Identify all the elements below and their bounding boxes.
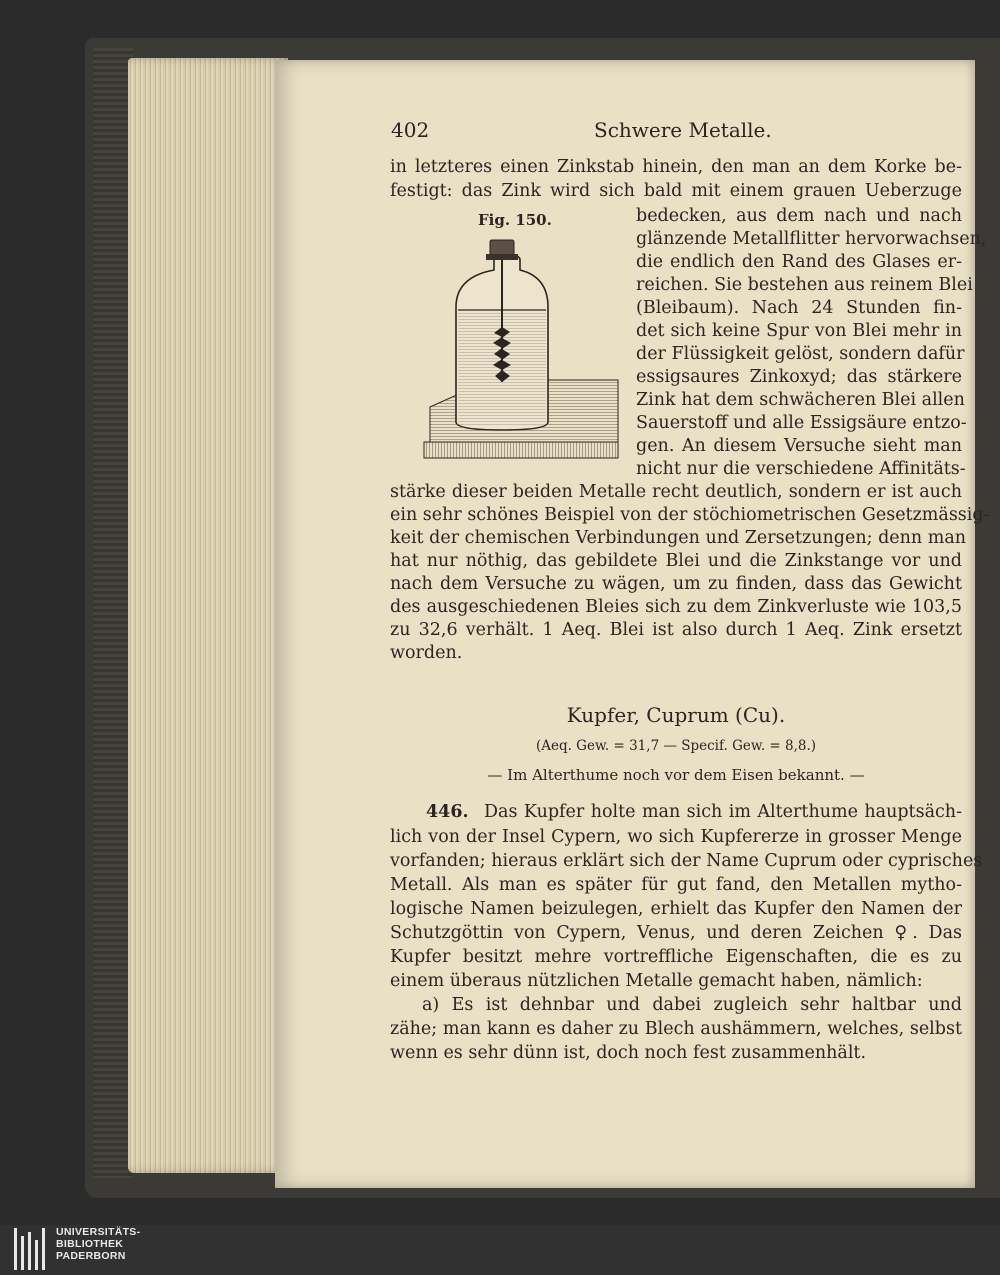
- text-line: der Flüssigkeit gelöst, sondern dafür: [636, 344, 965, 364]
- text-line: Das Kupfer holte man sich im Alterthume hauptsäch-: [484, 802, 962, 822]
- text-line: bedecken, aus dem nach und nach: [636, 206, 962, 226]
- text-line: det sich keine Spur von Blei mehr in: [636, 321, 962, 341]
- text-line: essigsaures Zinkoxyd; das stärkere: [636, 367, 962, 387]
- text-line: (Bleibaum). Nach 24 Stunden fin-: [636, 298, 962, 318]
- text-line: Schutzgöttin von Cypern, Venus, und deren Zeichen ♀. Das: [390, 923, 962, 943]
- text-line: hat nur nöthig, das gebildete Blei und die Zinkstange vor und: [390, 551, 962, 571]
- paragraph-number: 446.: [426, 802, 469, 822]
- text-line: zu 32,6 verhält. 1 Aeq. Blei ist also durch 1 Aeq. Zink ersetzt: [390, 620, 962, 640]
- text-line: die endlich den Rand des Glases er-: [636, 252, 962, 272]
- text-line: zähe; man kann es daher zu Blech aushämmern, welches, selbst: [390, 1019, 962, 1039]
- library-name-line: UNIVERSITÄTS-: [56, 1226, 141, 1238]
- text-line: Zink hat dem schwächeren Blei allen: [636, 390, 965, 410]
- text-line: lich von der Insel Cypern, wo sich Kupfererze in grosser Menge: [390, 827, 962, 847]
- figure-label: Fig. 150.: [478, 211, 552, 229]
- text-line: Sauerstoff und alle Essigsäure entzo-: [636, 413, 967, 433]
- text-line: Metall. Als man es später für gut fand, den Metallen mytho-: [390, 875, 962, 895]
- page-edges: [128, 58, 288, 1173]
- running-title: Schwere Metalle.: [594, 118, 772, 142]
- page-number: 402: [391, 118, 430, 142]
- text-line: nicht nur die verschiedene Affinitäts-: [636, 459, 966, 479]
- library-logo-icon: [12, 1228, 50, 1270]
- text-line: einem überaus nützlichen Metalle gemacht haben, nämlich:: [390, 971, 923, 991]
- text-line: des ausgeschiedenen Bleies sich zu dem Zinkverluste wie 103,5: [390, 597, 962, 617]
- text-line: logische Namen beizulegen, erhielt das Kupfer den Namen der: [390, 899, 962, 919]
- library-footer-bar: [0, 1225, 1000, 1275]
- text-line: glänzende Metallflitter hervorwachsen,: [636, 229, 987, 249]
- text-line: keit der chemischen Verbindungen und Zersetzungen; denn man: [390, 528, 967, 548]
- bottle-illustration-figure: [420, 232, 620, 464]
- section-weights: (Aeq. Gew. = 31,7 — Specif. Gew. = 8,8.): [535, 738, 817, 754]
- text-line: festigt: das Zink wird sich bald mit einem grauen Ueberzuge: [390, 181, 962, 201]
- library-name-line: PADERBORN: [56, 1250, 126, 1262]
- text-line: a) Es ist dehnbar und dabei zugleich sehr haltbar und: [422, 995, 962, 1015]
- text-line: reichen. Sie bestehen aus reinem Blei: [636, 275, 973, 295]
- text-line: worden.: [390, 643, 463, 663]
- text-line: wenn es sehr dünn ist, doch noch fest zusammenhält.: [390, 1043, 867, 1063]
- text-line: ein sehr schönes Beispiel von der stöchiometrischen Gesetzmässig-: [390, 505, 990, 525]
- library-name-line: BIBLIOTHEK: [56, 1238, 124, 1250]
- text-line: nach dem Versuche zu wägen, um zu finden, dass das Gewicht: [390, 574, 962, 594]
- text-line: stärke dieser beiden Metalle recht deutlich, sondern er ist auch: [390, 482, 962, 502]
- section-heading: Kupfer, Cuprum (Cu).: [566, 703, 786, 727]
- text-line: Kupfer besitzt mehre vortreffliche Eigenschaften, die es zu: [390, 947, 962, 967]
- section-note: — Im Alterthume noch vor dem Eisen bekannt. —: [487, 766, 865, 784]
- text-line: in letzteres einen Zinkstab hinein, den man an dem Korke be-: [390, 157, 962, 177]
- text-line: gen. An diesem Versuche sieht man: [636, 436, 962, 456]
- library-name: [56, 1226, 140, 1262]
- text-line: vorfanden; hieraus erklärt sich der Name Cuprum oder cyprisches: [390, 851, 983, 871]
